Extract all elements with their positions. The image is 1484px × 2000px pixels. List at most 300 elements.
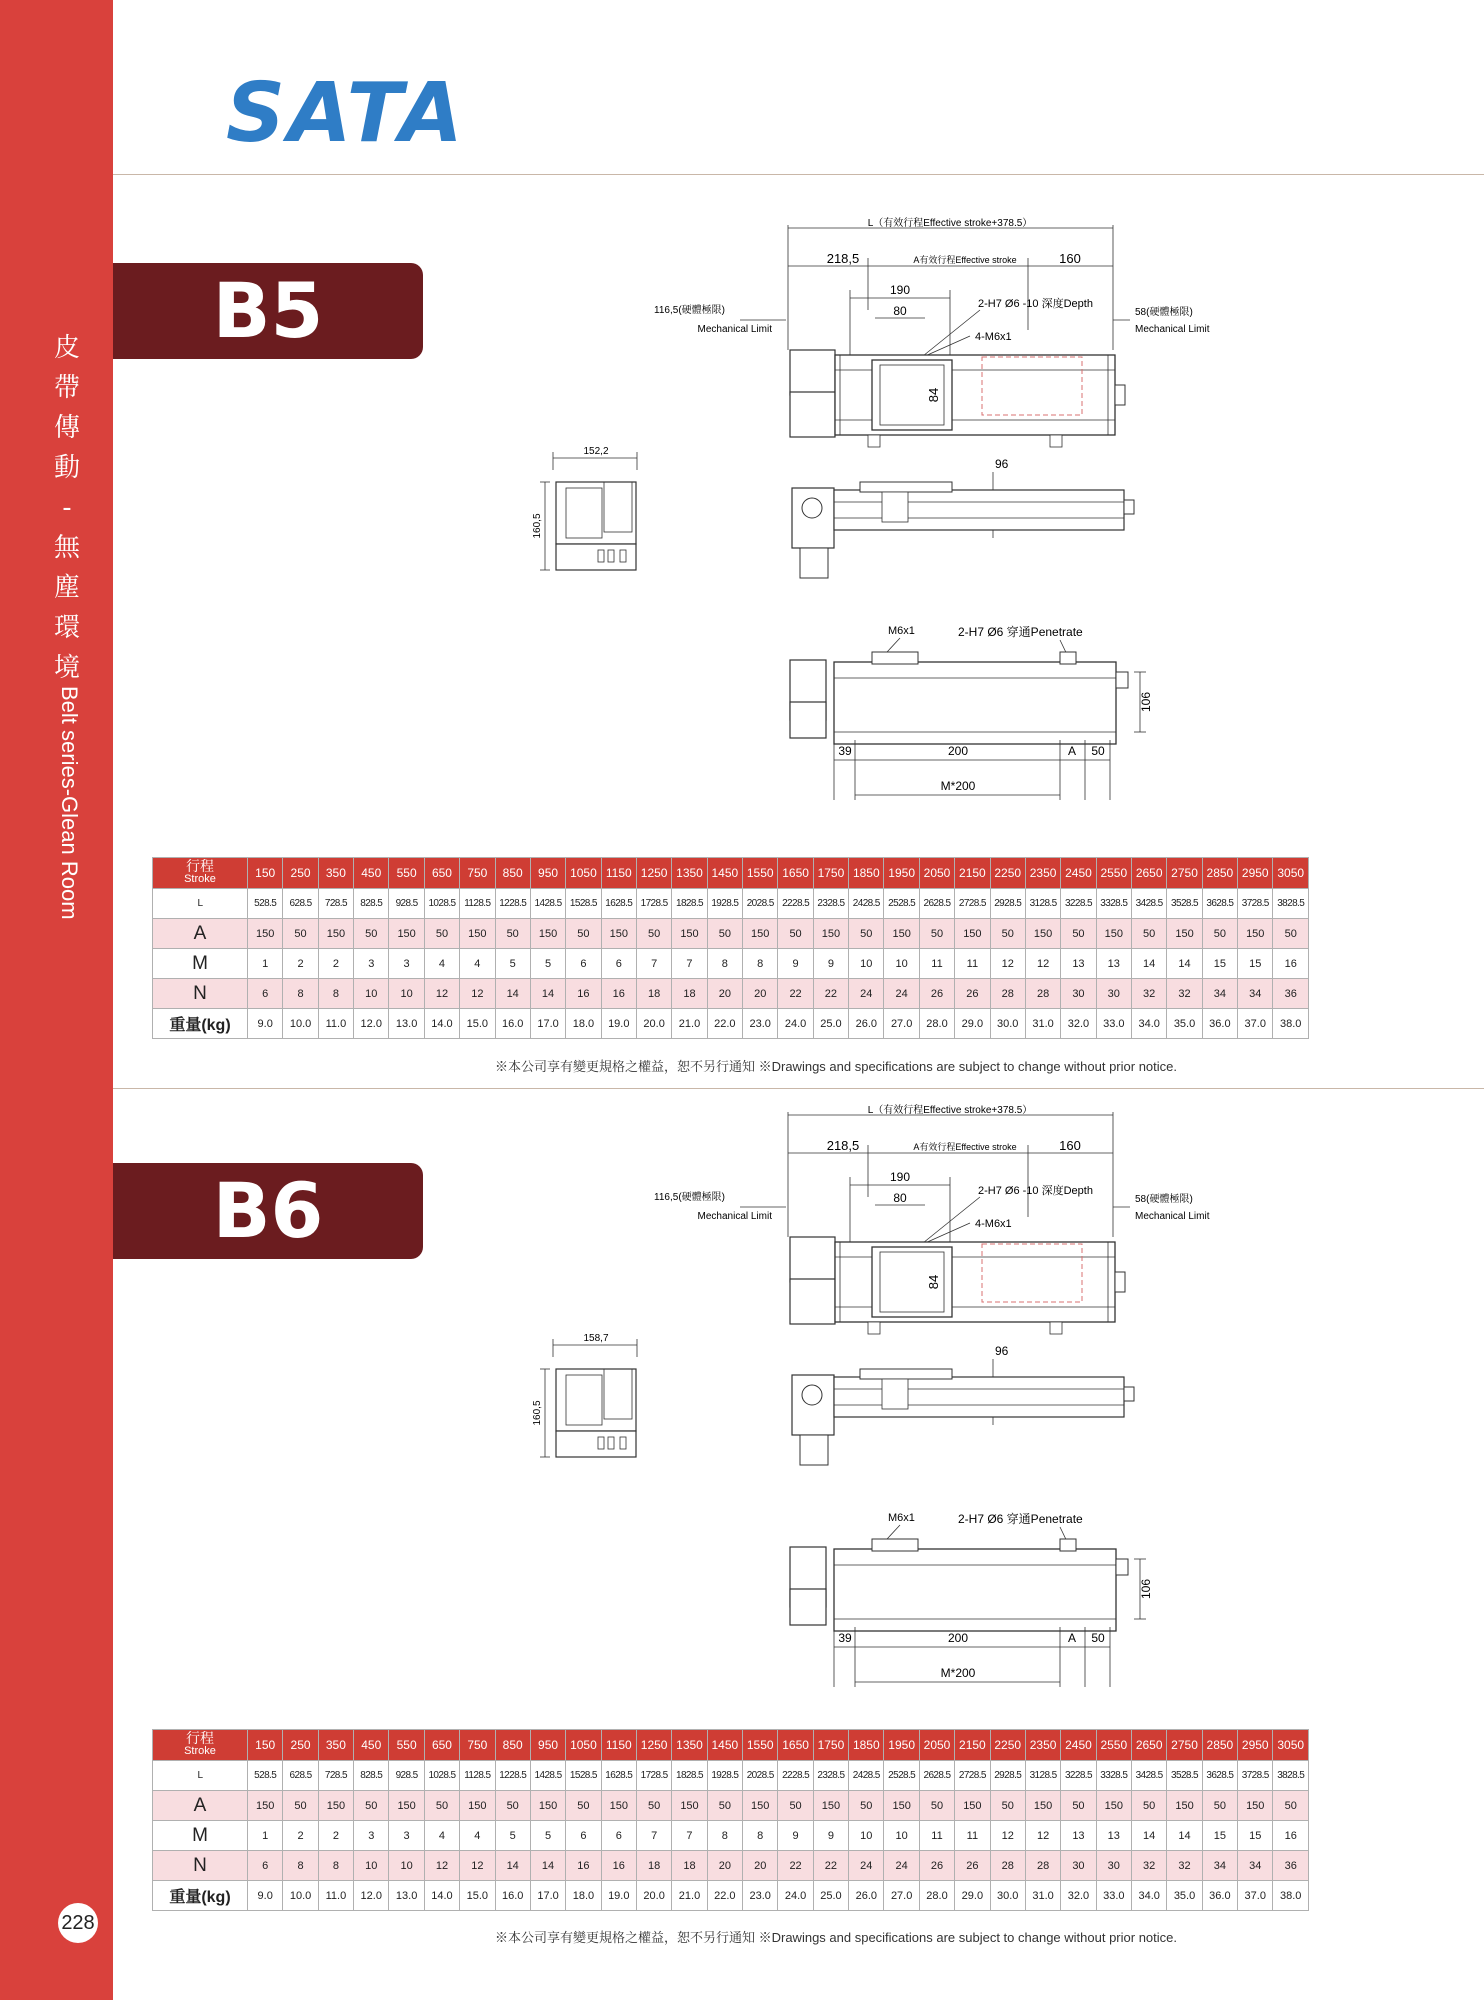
technical-drawing (0, 1107, 1484, 1707)
table-cell: 10 (389, 1851, 424, 1881)
row-label: N (153, 979, 248, 1009)
stroke-value: 1350 (672, 858, 707, 889)
table-row (153, 1761, 1309, 1791)
table-cell: 9 (778, 949, 813, 979)
table-cell: 7 (672, 949, 707, 979)
table-cell: 9 (778, 1821, 813, 1851)
drawing-part (802, 1385, 822, 1405)
drawing-part (868, 435, 880, 447)
stroke-value: 2750 (1167, 1730, 1202, 1761)
drawing-line (918, 1197, 980, 1247)
table-cell: 1928.5 (707, 889, 742, 919)
table-cell: 3528.5 (1167, 1761, 1202, 1791)
table-cell: 1428.5 (530, 1761, 565, 1791)
table-cell: 2228.5 (778, 1761, 813, 1791)
dimension-label: L（有效行程Effective stroke+378.5） (867, 1105, 1033, 1116)
stroke-value: 2250 (990, 858, 1025, 889)
stroke-value: 1550 (743, 858, 778, 889)
table-cell: 50 (424, 1791, 459, 1821)
drawing-part (620, 1437, 626, 1449)
table-cell: 1028.5 (424, 1761, 459, 1791)
table-cell: 50 (707, 1791, 742, 1821)
table-cell: 9.0 (248, 1009, 283, 1039)
table-cell: 20 (743, 979, 778, 1009)
dimension-label: M*200 (940, 779, 976, 793)
table-cell: 12.0 (354, 1881, 389, 1911)
table-cell: 13 (1061, 949, 1096, 979)
table-cell: 32 (1167, 979, 1202, 1009)
dimension-label: M6x1 (888, 625, 915, 637)
table-cell: 12 (1025, 949, 1060, 979)
table-cell: 50 (1061, 919, 1096, 949)
stroke-value: 850 (495, 1730, 530, 1761)
drawing-part (790, 1237, 835, 1282)
stroke-header: 行程 Stroke (153, 1730, 248, 1761)
stroke-value: 350 (318, 858, 353, 889)
dimension-label: 190 (889, 1170, 911, 1184)
table-cell: 2028.5 (743, 1761, 778, 1791)
stroke-value: 2050 (919, 858, 954, 889)
row-label: L (153, 1761, 248, 1791)
table-cell: 16 (601, 979, 636, 1009)
table-cell: 20 (743, 1851, 778, 1881)
table-cell: 13.0 (389, 1009, 424, 1039)
table-cell: 32.0 (1061, 1009, 1096, 1039)
table-cell: 34 (1238, 1851, 1273, 1881)
table-cell: 36.0 (1202, 1009, 1237, 1039)
stroke-value: 1150 (601, 1730, 636, 1761)
stroke-value: 2850 (1202, 858, 1237, 889)
table-cell: 35.0 (1167, 1881, 1202, 1911)
table-cell: 34.0 (1131, 1881, 1166, 1911)
table-cell: 3728.5 (1238, 889, 1273, 919)
table-cell: 12 (424, 979, 459, 1009)
table-cell: 3428.5 (1131, 889, 1166, 919)
table-cell: 31.0 (1025, 1009, 1060, 1039)
stroke-value: 2650 (1131, 858, 1166, 889)
drawing-part (1060, 652, 1076, 664)
table-cell: 2328.5 (813, 889, 848, 919)
table-cell: 26 (919, 1851, 954, 1881)
sidebar-title-en: Belt series-Glean Room (57, 686, 82, 920)
table-cell: 37.0 (1238, 1009, 1273, 1039)
dimension-label: 2-H7 Ø6 穿通Penetrate (958, 625, 1083, 639)
dimension-label: 58(硬體極限) (1135, 307, 1193, 318)
table-cell: 6 (566, 949, 601, 979)
stroke-value: 950 (530, 1730, 565, 1761)
table-cell: 34.0 (1131, 1009, 1166, 1039)
table-cell: 25.0 (813, 1009, 848, 1039)
table-cell: 4 (424, 949, 459, 979)
table-cell: 24 (849, 1851, 884, 1881)
table-cell: 1828.5 (672, 1761, 707, 1791)
table-cell: 3828.5 (1273, 889, 1309, 919)
table-cell: 3828.5 (1273, 1761, 1309, 1791)
table-cell: 38.0 (1273, 1009, 1309, 1039)
table-cell: 728.5 (318, 889, 353, 919)
table-cell: 2428.5 (849, 889, 884, 919)
dimension-label: 2-H7 Ø6 -10 深度Depth (978, 298, 1093, 310)
dimension-label: 50 (1091, 744, 1105, 758)
table-cell: 18 (672, 979, 707, 1009)
table-cell: 10 (849, 949, 884, 979)
stroke-value: 550 (389, 1730, 424, 1761)
stroke-value: 1250 (636, 1730, 671, 1761)
stroke-value: 750 (460, 858, 495, 889)
table-cell: 150 (743, 919, 778, 949)
table-cell: 37.0 (1238, 1881, 1273, 1911)
stroke-value: 550 (389, 858, 424, 889)
table-cell: 50 (495, 919, 530, 949)
table-cell: 50 (1131, 919, 1166, 949)
table-cell: 11 (955, 1821, 990, 1851)
table-cell: 17.0 (530, 1009, 565, 1039)
stroke-value: 2350 (1025, 858, 1060, 889)
table-cell: 928.5 (389, 1761, 424, 1791)
table-cell: 14 (1167, 1821, 1202, 1851)
table-cell: 50 (849, 919, 884, 949)
dimension-label: M6x1 (888, 1512, 915, 1524)
table-cell: 10 (354, 1851, 389, 1881)
dimension-label: 80 (893, 304, 907, 318)
dimension-label: 116,5(硬體極限) (654, 305, 725, 316)
dimension-label: 200 (947, 1631, 969, 1645)
table-cell: 12.0 (354, 1009, 389, 1039)
table-cell: 5 (495, 949, 530, 979)
dimension-label: Mechanical Limit (697, 1211, 772, 1222)
table-cell: 2028.5 (743, 889, 778, 919)
row-label: M (153, 949, 248, 979)
table-cell: 6 (601, 1821, 636, 1851)
table-cell: 28 (990, 979, 1025, 1009)
table-cell: 150 (955, 1791, 990, 1821)
table-cell: 50 (919, 919, 954, 949)
table-cell: 1228.5 (495, 1761, 530, 1791)
table-cell: 150 (813, 919, 848, 949)
technical-drawing (0, 220, 1484, 820)
table-cell: 20.0 (636, 1009, 671, 1039)
dimension-label: Mechanical Limit (1135, 1211, 1210, 1222)
table-cell: 36.0 (1202, 1881, 1237, 1911)
table-cell: 1828.5 (672, 889, 707, 919)
dimension-label: L（有效行程Effective stroke+378.5） (867, 218, 1033, 229)
table-cell: 24.0 (778, 1009, 813, 1039)
table-cell: 3428.5 (1131, 1761, 1166, 1791)
table-cell: 20 (707, 979, 742, 1009)
table-cell: 14.0 (424, 1009, 459, 1039)
table-cell: 36 (1273, 1851, 1309, 1881)
table-cell: 1228.5 (495, 889, 530, 919)
stroke-value: 1050 (566, 1730, 601, 1761)
table-cell: 26 (955, 1851, 990, 1881)
table-cell: 27.0 (884, 1009, 919, 1039)
table-cell: 1528.5 (566, 889, 601, 919)
table-cell: 50 (919, 1791, 954, 1821)
drawing-part (790, 1279, 835, 1324)
table-cell: 150 (884, 919, 919, 949)
table-cell: 15.0 (460, 1881, 495, 1911)
dimension-label: Mechanical Limit (697, 324, 772, 335)
table-cell: 8 (283, 1851, 318, 1881)
table-cell: 4 (460, 1821, 495, 1851)
table-cell: 150 (1025, 919, 1060, 949)
dimension-label: 80 (893, 1191, 907, 1205)
dimension-label: 96 (995, 1344, 1009, 1358)
stroke-value: 2150 (955, 858, 990, 889)
stroke-value: 2350 (1025, 1730, 1060, 1761)
dimension-label: 160 (1059, 251, 1081, 266)
dimension-label: A有效行程Effective stroke (913, 1142, 1017, 1152)
table-cell: 150 (601, 919, 636, 949)
table-cell: 22 (813, 1851, 848, 1881)
stroke-value: 350 (318, 1730, 353, 1761)
table-cell: 26 (955, 979, 990, 1009)
table-cell: 16 (566, 1851, 601, 1881)
row-label: L (153, 889, 248, 919)
table-row (153, 1821, 1309, 1851)
table-cell: 14 (530, 1851, 565, 1881)
drawing-part (860, 482, 952, 492)
table-cell: 4 (424, 1821, 459, 1851)
table-cell: 8 (318, 979, 353, 1009)
table-cell: 2928.5 (990, 889, 1025, 919)
sidebar-char: 塵 (53, 573, 80, 603)
table-cell: 30.0 (990, 1881, 1025, 1911)
dimension-label: 84 (926, 1274, 941, 1290)
sidebar-char: 動 (53, 453, 80, 483)
stroke-header: 行程 Stroke (153, 858, 248, 889)
table-cell: 50 (495, 1791, 530, 1821)
stroke-value: 2450 (1061, 858, 1096, 889)
drawing-part (620, 550, 626, 562)
divider (113, 174, 1484, 175)
table-cell: 728.5 (318, 1761, 353, 1791)
table-cell: 10 (354, 979, 389, 1009)
table-cell: 20.0 (636, 1881, 671, 1911)
table-cell: 3 (389, 1821, 424, 1851)
table-cell: 3728.5 (1238, 1761, 1273, 1791)
stroke-value: 1850 (849, 1730, 884, 1761)
dimension-label: 39 (838, 1631, 852, 1645)
dimension-label: 158,7 (583, 1333, 609, 1344)
table-cell: 7 (636, 1821, 671, 1851)
table-cell: 31.0 (1025, 1881, 1060, 1911)
table-cell: 24 (884, 1851, 919, 1881)
table-cell: 23.0 (743, 1009, 778, 1039)
table-cell: 2 (318, 1821, 353, 1851)
table-cell: 8 (707, 1821, 742, 1851)
dimension-label: 39 (838, 744, 852, 758)
table-cell: 30 (1096, 1851, 1131, 1881)
table-cell: 6 (248, 979, 283, 1009)
drawing-part (1124, 1387, 1134, 1401)
table-cell: 8 (283, 979, 318, 1009)
stroke-value: 2850 (1202, 1730, 1237, 1761)
row-label: A (153, 919, 248, 949)
table-cell: 16 (1273, 1821, 1309, 1851)
table-cell: 32 (1167, 1851, 1202, 1881)
table-cell: 50 (354, 919, 389, 949)
table-cell: 1428.5 (530, 889, 565, 919)
table-cell: 3228.5 (1061, 889, 1096, 919)
table-cell: 18 (636, 1851, 671, 1881)
table-cell: 6 (248, 1851, 283, 1881)
table-cell: 50 (849, 1791, 884, 1821)
stroke-value: 650 (424, 1730, 459, 1761)
table-cell: 3128.5 (1025, 1761, 1060, 1791)
table-cell: 18.0 (566, 1881, 601, 1911)
table-cell: 3628.5 (1202, 1761, 1237, 1791)
table-cell: 3 (354, 949, 389, 979)
table-cell: 1628.5 (601, 889, 636, 919)
table-cell: 150 (530, 1791, 565, 1821)
table-cell: 10 (389, 979, 424, 1009)
table-cell: 21.0 (672, 1881, 707, 1911)
stroke-value: 1450 (707, 858, 742, 889)
table-cell: 14 (495, 1851, 530, 1881)
table-cell: 2528.5 (884, 889, 919, 919)
drawing-line (918, 310, 980, 360)
table-cell: 3328.5 (1096, 889, 1131, 919)
table-cell: 528.5 (248, 1761, 283, 1791)
stroke-value: 250 (283, 858, 318, 889)
table-cell: 15 (1238, 1821, 1273, 1851)
table-cell: 30 (1096, 979, 1131, 1009)
table-cell: 17.0 (530, 1881, 565, 1911)
table-cell: 50 (566, 919, 601, 949)
brand-logo: SATA (226, 66, 466, 161)
table-cell: 22 (813, 979, 848, 1009)
table-cell: 34 (1202, 1851, 1237, 1881)
table-cell: 7 (636, 949, 671, 979)
table-cell: 50 (990, 919, 1025, 949)
table-cell: 11.0 (318, 1009, 353, 1039)
table-cell: 35.0 (1167, 1009, 1202, 1039)
table-cell: 1128.5 (460, 889, 495, 919)
table-cell: 3528.5 (1167, 889, 1202, 919)
sidebar-char: - (62, 493, 72, 523)
table-cell: 150 (672, 1791, 707, 1821)
drawing-part (556, 482, 636, 544)
table-cell: 3 (354, 1821, 389, 1851)
stroke-value: 1750 (813, 1730, 848, 1761)
row-label: N (153, 1851, 248, 1881)
table-cell: 3228.5 (1061, 1761, 1096, 1791)
table-cell: 9 (813, 949, 848, 979)
drawing-part (802, 498, 822, 518)
table-cell: 150 (389, 1791, 424, 1821)
table-cell: 828.5 (354, 1761, 389, 1791)
table-cell: 20 (707, 1851, 742, 1881)
table-cell: 10 (849, 1821, 884, 1851)
table-cell: 5 (495, 1821, 530, 1851)
table-cell: 50 (1061, 1791, 1096, 1821)
table-cell: 2328.5 (813, 1761, 848, 1791)
stroke-value: 1550 (743, 1730, 778, 1761)
table-cell: 34 (1238, 979, 1273, 1009)
table-cell: 30 (1061, 979, 1096, 1009)
drawing-part (598, 550, 604, 562)
table-cell: 15 (1202, 1821, 1237, 1851)
table-cell: 50 (778, 919, 813, 949)
model-tab-b6: B6 (113, 1163, 423, 1259)
table-cell: 16.0 (495, 1881, 530, 1911)
table-cell: 7 (672, 1821, 707, 1851)
table-cell: 18 (636, 979, 671, 1009)
table-cell: 50 (707, 919, 742, 949)
table-cell: 50 (566, 1791, 601, 1821)
table-cell: 13 (1096, 1821, 1131, 1851)
table-cell: 10 (884, 1821, 919, 1851)
table-cell: 5 (530, 949, 565, 979)
stroke-value: 1050 (566, 858, 601, 889)
dimension-label: A (1067, 744, 1077, 758)
table-row (153, 979, 1309, 1009)
sidebar-char: 無 (53, 533, 80, 563)
table-cell: 6 (601, 949, 636, 979)
stroke-value: 2550 (1096, 858, 1131, 889)
sidebar-char: 傳 (53, 413, 80, 443)
table-cell: 16 (1273, 949, 1309, 979)
table-cell: 50 (636, 919, 671, 949)
table-cell: 27.0 (884, 1881, 919, 1911)
stroke-value: 2550 (1096, 1730, 1131, 1761)
table-cell: 150 (530, 919, 565, 949)
table-cell: 5 (530, 1821, 565, 1851)
table-cell: 12 (424, 1851, 459, 1881)
table-cell: 19.0 (601, 1009, 636, 1039)
table-cell: 15 (1238, 949, 1273, 979)
table-cell: 2728.5 (955, 1761, 990, 1791)
drawing-part (1115, 385, 1125, 405)
table-cell: 28.0 (919, 1881, 954, 1911)
drawing-part (608, 550, 614, 562)
table-cell: 11 (955, 949, 990, 979)
table-cell: 18 (672, 1851, 707, 1881)
stroke-value: 2650 (1131, 1730, 1166, 1761)
stroke-value: 150 (248, 1730, 283, 1761)
drawing-part (872, 1539, 918, 1551)
drawing-part (608, 1437, 614, 1449)
table-cell: 1 (248, 949, 283, 979)
table-cell: 50 (1202, 1791, 1237, 1821)
table-cell: 150 (1167, 1791, 1202, 1821)
table-cell: 29.0 (955, 1009, 990, 1039)
table-cell: 26.0 (849, 1009, 884, 1039)
drawing-part (860, 1369, 952, 1379)
table-cell: 2 (318, 949, 353, 979)
table-cell: 3128.5 (1025, 889, 1060, 919)
stroke-value: 1250 (636, 858, 671, 889)
table-cell: 14 (1131, 949, 1166, 979)
stroke-value: 950 (530, 858, 565, 889)
table-cell: 8 (743, 1821, 778, 1851)
table-cell: 50 (283, 919, 318, 949)
table-cell: 12 (460, 1851, 495, 1881)
table-cell: 50 (778, 1791, 813, 1821)
table-cell: 150 (955, 919, 990, 949)
drawing-part (1060, 1539, 1076, 1551)
table-cell: 628.5 (283, 1761, 318, 1791)
table-cell: 18.0 (566, 1009, 601, 1039)
dimension-label: 152,2 (583, 446, 609, 457)
table-cell: 11 (919, 949, 954, 979)
drawing-part (1050, 1322, 1062, 1334)
table-cell: 21.0 (672, 1009, 707, 1039)
dimension-label: M*200 (940, 1666, 976, 1680)
dimension-label: 106 (1139, 1578, 1153, 1600)
table-row (153, 1791, 1309, 1821)
